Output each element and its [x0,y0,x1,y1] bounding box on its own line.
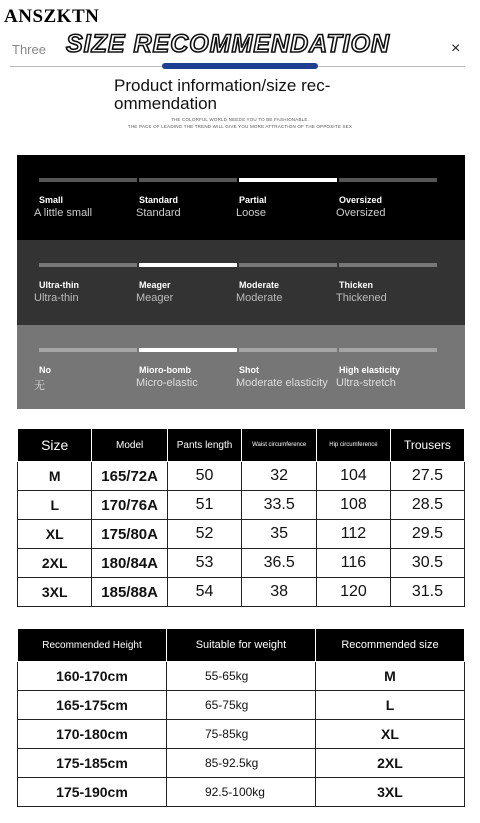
table-cell: 104 [317,462,391,491]
scale-segment [339,348,437,352]
scale-band-fit [17,155,465,240]
recommendation-header-cell: Recommended Height [18,629,167,662]
table-cell: 112 [317,520,391,549]
scale-band-thickness [17,240,465,325]
table-row [18,578,465,607]
table-cell: 165/72A [92,462,167,491]
table-cell: XL [18,520,92,549]
scale-option-sublabel: Meager [136,292,174,304]
table-cell: 160-170cm [18,662,167,691]
scale-option-label: Meager [139,280,171,290]
tab-label[interactable]: Three [12,42,46,57]
brand-logo: ANSZKTN [4,6,100,27]
table-cell: 31.5 [390,578,464,607]
recommendation-header-cell: Suitable for weight [166,629,315,662]
table-row [18,549,465,578]
table-cell: L [315,691,464,720]
scale-segment [139,178,237,182]
page-title: SIZE RECOMMENDATION [66,30,391,58]
slogan-line-2: THE PACE OF LEADING THE TREND WILL GIVE YOU MORE ATTRACTION OF THE OPPOSITE SEX [127,124,353,129]
scale-option-sublabel: Moderate [236,292,283,304]
table-cell: 51 [167,491,241,520]
scale-segment [339,263,437,267]
scale-option-sublabel: Ultra-thin [34,292,79,304]
table-cell: 52 [167,520,241,549]
scale-option-sublabel: Oversized [336,207,386,219]
table-cell: 35 [242,520,317,549]
table-cell: 54 [167,578,241,607]
scale-option-sublabel: Micro-elastic [136,377,198,389]
table-cell: XL [315,720,464,749]
table-row [18,662,465,691]
scale-option-label: Ultra-thin [39,280,79,290]
table-cell: 85-92.5kg [166,749,315,778]
size-table-header-cell: Waist circumference [242,429,317,462]
scale-option-label: Standard [139,195,179,205]
scale-segment [39,178,137,182]
table-cell: 185/88A [92,578,167,607]
size-table-header-cell: Size [18,429,92,462]
scale-segment-selected [139,263,237,267]
scale-segment [239,263,337,267]
scale-option-sublabel: Ultra-stretch [336,377,396,389]
size-table-header-cell: Model [92,429,167,462]
table-cell: M [315,662,464,691]
table-cell: M [18,462,92,491]
scale-option-sublabel: Loose [236,207,266,219]
table-row [18,462,465,491]
scale-segment-selected [239,178,337,182]
table-cell: 53 [167,549,241,578]
table-row [18,691,465,720]
scale-option-sublabel: Standard [136,207,181,219]
table-cell: 29.5 [390,520,464,549]
scale-band-elasticity [17,325,465,409]
recommendation-table-header [18,629,465,662]
table-cell: 38 [242,578,317,607]
table-cell: 28.5 [390,491,464,520]
scale-option-sublabel: Moderate elasticity [236,377,328,389]
scale-option-label: Moderate [239,280,280,290]
scale-segment [39,263,137,267]
table-cell: 32 [242,462,317,491]
table-cell: 75-85kg [166,720,315,749]
table-cell: 120 [317,578,391,607]
table-cell: 175-185cm [18,749,167,778]
table-row [18,520,465,549]
table-cell: 170-180cm [18,720,167,749]
table-cell: 3XL [315,778,464,807]
scale-bar [39,178,437,182]
table-cell: 175/80A [92,520,167,549]
scale-bar [39,348,437,352]
table-cell: 27.5 [390,462,464,491]
table-row [18,749,465,778]
product-title-line1: Product information/size rec- [114,76,331,95]
table-cell: L [18,491,92,520]
table-cell: 65-75kg [166,691,315,720]
scale-option-sublabel: 无 [34,380,45,392]
scale-option-label: No [39,365,51,375]
product-info-title [114,77,374,113]
scale-option-label: Thicken [339,280,374,290]
scale-segment-selected [139,348,237,352]
table-cell: 2XL [315,749,464,778]
table-row [18,778,465,807]
scale-option-label: Oversized [339,195,383,205]
scale-option-sublabel: Thickened [336,292,387,304]
scale-segment [239,348,337,352]
size-table-header-cell: Hip circumference [317,429,391,462]
recommendation-header-cell: Recommended size [315,629,464,662]
size-table-header-cell: Pants length [167,429,241,462]
table-cell: 116 [317,549,391,578]
table-cell: 50 [167,462,241,491]
table-cell: 2XL [18,549,92,578]
scale-bar [39,263,437,267]
table-cell: 165-175cm [18,691,167,720]
size-table-header [18,429,465,462]
scale-option-label: Small [39,195,64,205]
table-cell: 33.5 [242,491,317,520]
size-table-header-cell: Trousers [390,429,464,462]
close-icon[interactable]: × [451,40,461,57]
table-cell: 170/76A [92,491,167,520]
table-row [18,491,465,520]
scale-option-label: High elasticity [339,365,401,375]
scale-option-label: Shot [239,365,259,375]
table-cell: 30.5 [390,549,464,578]
table-cell: 3XL [18,578,92,607]
scale-option-label: Partial [239,195,267,205]
table-cell: 92.5-100kg [166,778,315,807]
table-row [18,720,465,749]
scale-option-label: Mioro-bomb [139,365,191,375]
table-cell: 55-65kg [166,662,315,691]
table-cell: 180/84A [92,549,167,578]
scale-segment [39,348,137,352]
size-table [17,428,465,607]
table-cell: 175-190cm [18,778,167,807]
slogan-line-1: THE COLORFUL WORLD NEEDS YOU TO BE FASHIONABLE. [170,117,309,122]
table-cell: 108 [317,491,391,520]
scale-segment [339,178,437,182]
title-accent-bar [162,63,318,69]
product-title-line2: ommendation [114,94,218,113]
scale-option-sublabel: A little small [34,207,93,219]
table-cell: 36.5 [242,549,317,578]
recommendation-table [17,628,465,807]
